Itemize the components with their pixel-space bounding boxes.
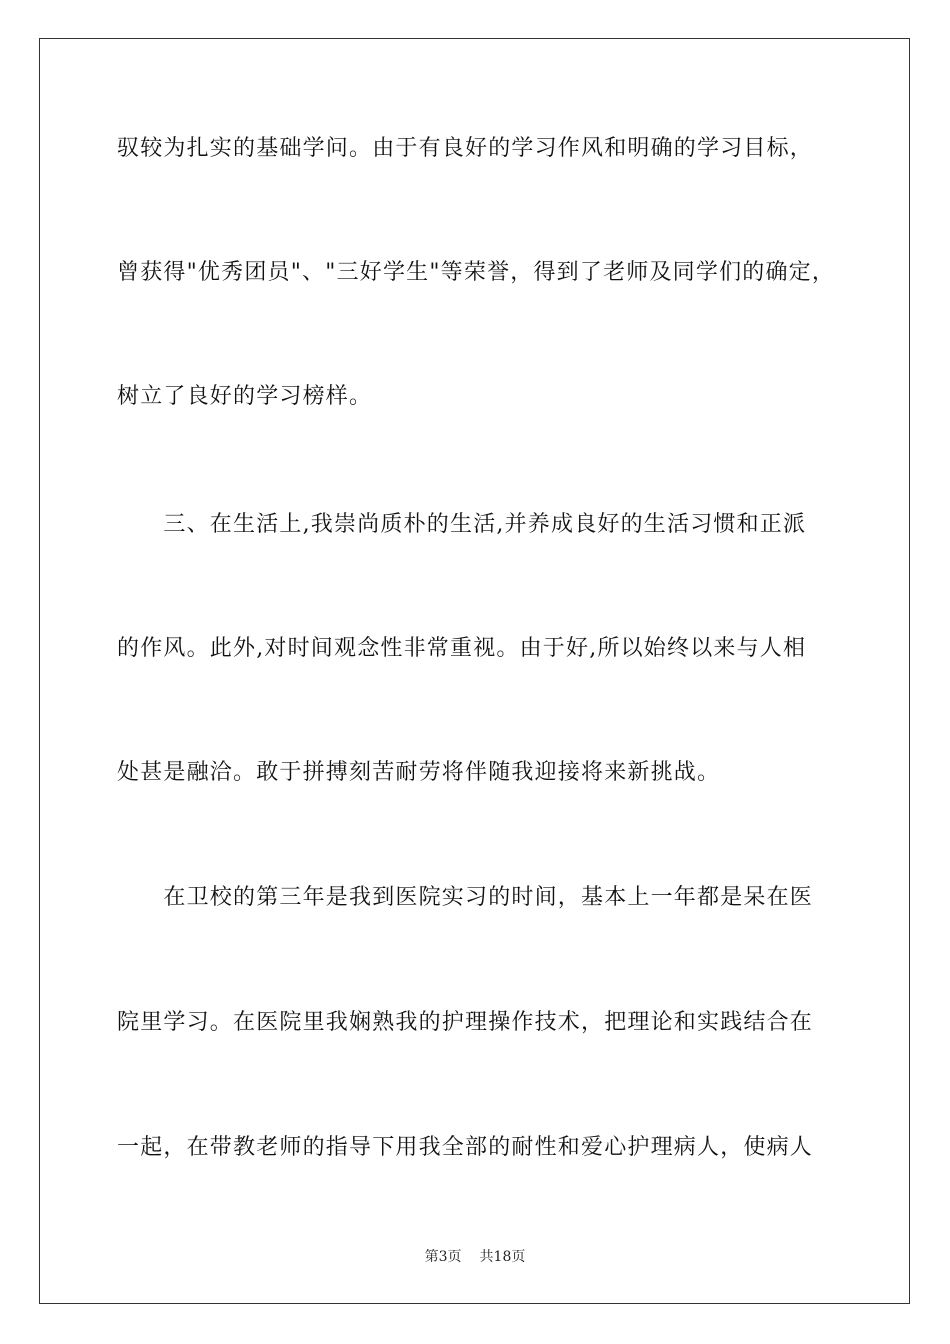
text-line: 曾获得"优秀团员"、"三好学生"等荣誉，得到了老师及同学们的确定， (117, 260, 836, 285)
text-line: 一起，在带教老师的指导下用我全部的耐性和爱心护理病人，使病人 (117, 1135, 814, 1160)
text-line: 处甚是融洽。敢于拼搏刻苦耐劳将伴随我迎接将来新挑战。 (117, 760, 721, 785)
text-line: 在卫校的第三年是我到医院实习的时间，基本上一年都是呆在医 (117, 885, 814, 910)
page-total: 共18页 (479, 1249, 526, 1265)
text-line: 三、在生活上,我崇尚质朴的生活,并养成良好的生活习惯和正派 (117, 512, 807, 537)
text-line: 的作风。此外,对时间观念性非常重视。由于好,所以始终以来与人相 (117, 636, 807, 661)
page-footer (0, 1248, 950, 1266)
text-line: 院里学习。在医院里我娴熟我的护理操作技术，把理论和实践结合在 (117, 1010, 814, 1035)
text-line: 驭较为扎实的基础学问。由于有良好的学习作风和明确的学习目标， (117, 136, 814, 161)
page-number: 第3页 (424, 1249, 462, 1265)
page-frame (39, 38, 910, 1304)
text-line: 树立了良好的学习榜样。 (117, 384, 373, 409)
